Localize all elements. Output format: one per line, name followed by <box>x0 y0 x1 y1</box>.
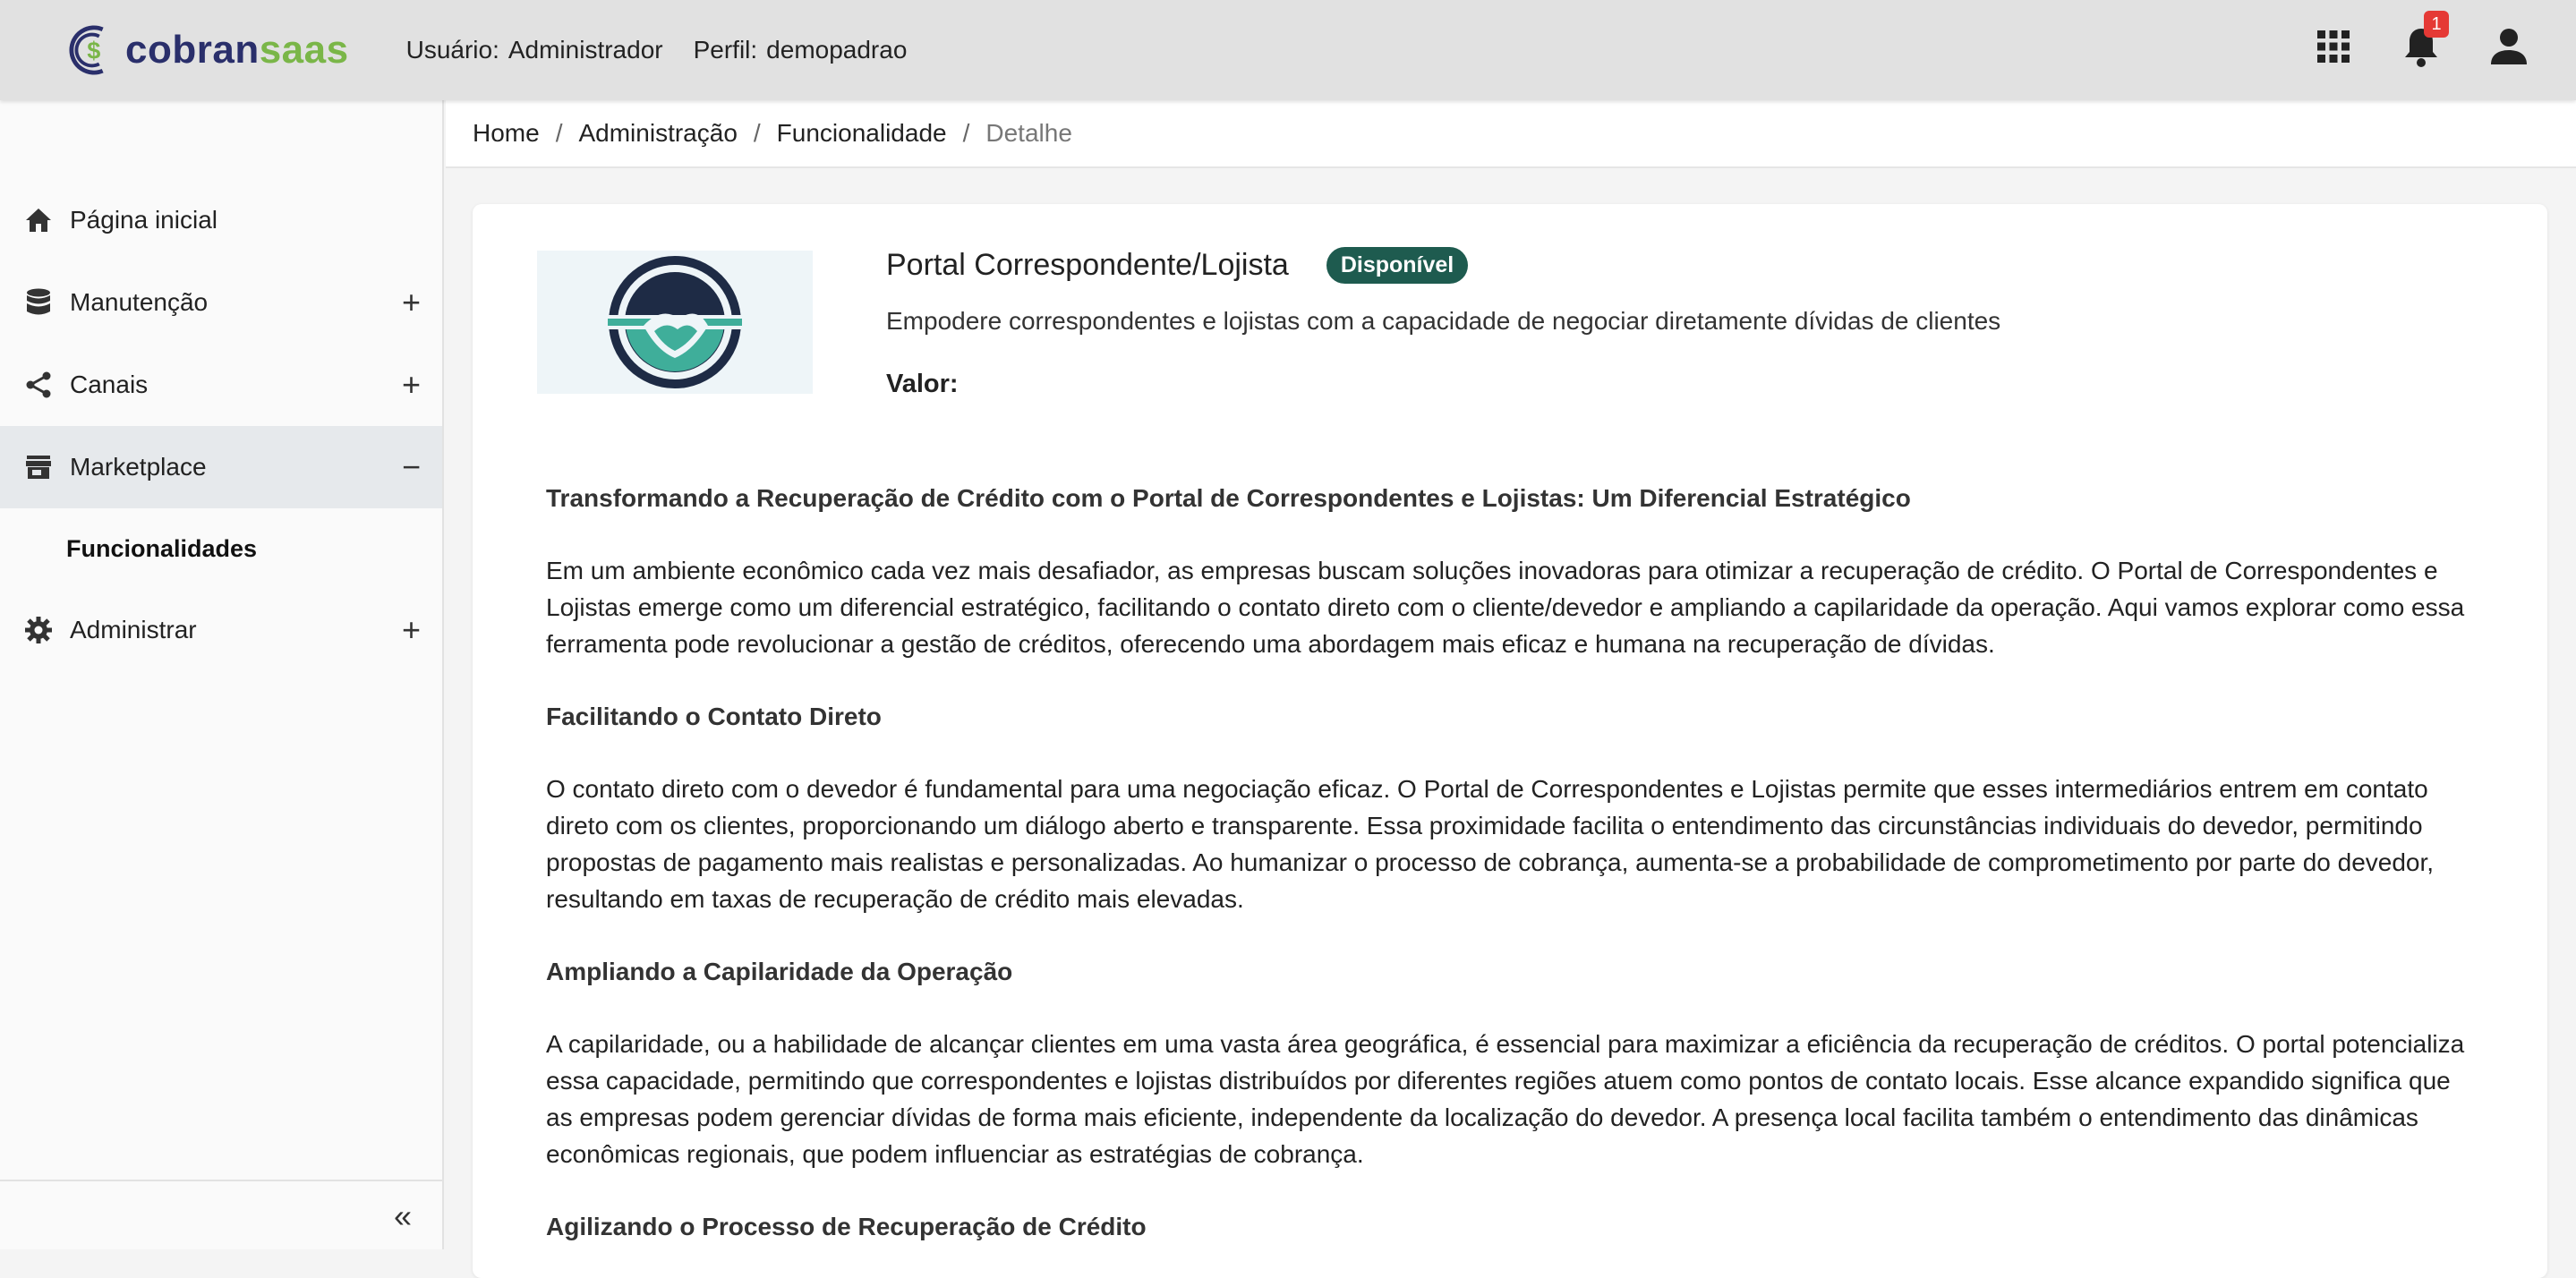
breadcrumb-separator: / <box>962 119 970 147</box>
article-heading: Transformando a Recuperação de Crédito com o Portal de Correspondentes e Lojistas: Um Diferencial Estratégico <box>546 484 1911 512</box>
breadcrumb-separator: / <box>753 119 761 147</box>
article-paragraph: O contato direto com o devedor é fundamental para uma negociação eficaz. O Portal de Correspondentes e Lojistas permite que esses intermediários entrem em contato direto com os clientes, proporcionando um diálogo aberto e transparente. Essa proximidade facilita o entendimento das circunstâncias individuais do devedor, permitindo propostas de pagamento mais realistas e personalizadas. Ao humanizar o processo de cobrança, aumenta-se a probabilidade de comprometimento por parte do devedor, resultando em taxas de recuperação de crédito mais elevadas. <box>546 775 2435 913</box>
profile-label: Perfil: <box>693 36 758 64</box>
sidebar <box>0 100 444 1249</box>
top-bar <box>0 0 2576 100</box>
store-icon <box>23 452 54 482</box>
sidebar-subitem-funcionalidades[interactable]: Funcionalidades <box>66 534 258 562</box>
product-title: Portal Correspondente/Lojista <box>886 248 1289 282</box>
product-image <box>537 251 813 394</box>
user-label: Usuário: <box>405 36 499 64</box>
collapse-icon[interactable]: − <box>401 448 421 485</box>
sidebar-item-canais[interactable] <box>0 344 442 426</box>
sidebar-item-label: Marketplace <box>70 453 207 481</box>
breadcrumb-funcionalidade[interactable]: Funcionalidade <box>776 119 947 147</box>
sidebar-collapse-bar <box>0 1180 442 1249</box>
sidebar-item-manutencao[interactable] <box>0 261 442 344</box>
article-body <box>546 480 2479 1245</box>
brand-part2: saas <box>259 28 349 72</box>
breadcrumb-separator: / <box>555 119 563 147</box>
brand-name <box>125 28 349 72</box>
sidebar-item-administrar[interactable] <box>0 589 442 671</box>
article-heading: Ampliando a Capilaridade da Operação <box>546 958 1013 985</box>
status-badge: Disponível <box>1326 247 1468 284</box>
sidebar-item-label: Administrar <box>70 616 197 643</box>
sidebar-item-marketplace[interactable] <box>0 426 442 508</box>
user-info <box>406 36 908 64</box>
article-heading: Agilizando o Processo de Recuperação de Crédito <box>546 1213 1147 1240</box>
article-heading: Facilitando o Contato Direto <box>546 703 882 730</box>
handshake-logo-icon <box>599 252 751 392</box>
home-icon <box>23 205 54 235</box>
breadcrumb-home[interactable]: Home <box>473 119 540 147</box>
breadcrumb <box>446 100 2576 168</box>
article-paragraph: A capilaridade, ou a habilidade de alcançar clientes em uma vasta área geográfica, é essencial para maximizar a eficiência da recuperação de créditos. O portal potencializa essa capacidade, permitindo que correspondentes e lojistas distribuídos por diferentes regiões atuem como pontos de contato locais. Esse alcance expandido significa que as empresas podem gerenciar dívidas de forma mais eficiente, independente da localização do devedor. A presença local facilita também o entendimento das dinâmicas econômicas regionais, que podem influenciar as estratégias de cobrança. <box>546 1030 2465 1168</box>
expand-icon[interactable]: + <box>401 284 421 320</box>
expand-icon[interactable]: + <box>401 366 421 403</box>
article-paragraph: Em um ambiente econômico cada vez mais desafiador, as empresas buscam soluções inovadoras para otimizar a recuperação de crédito. O Portal de Correspondentes e Lojistas emerge como um diferencial estratégico, facilitando o contato direto com o cliente/devedor e ampliando a capilaridade da operação. Aqui vamos explorar como essa ferramenta pode revolucionar a gestão de créditos, oferecendo uma abordagem mais eficaz e humana na recuperação de dívidas. <box>546 557 2465 658</box>
product-header <box>886 247 2497 399</box>
breadcrumb-current: Detalhe <box>985 119 1072 147</box>
product-description: Empodere correspondentes e lojistas com a capacidade de negociar diretamente dívidas de clientes <box>886 307 2001 335</box>
user-value: Administrador <box>508 36 663 64</box>
user-account-icon[interactable] <box>2486 21 2531 72</box>
expand-icon[interactable]: + <box>401 611 421 648</box>
sidebar-item-label: Manutenção <box>70 288 209 316</box>
apps-grid-icon[interactable] <box>2311 21 2356 72</box>
sidebar-nav <box>0 179 442 671</box>
detail-card <box>473 204 2547 1278</box>
database-icon <box>23 287 54 318</box>
notifications-bell-icon[interactable] <box>2399 13 2444 72</box>
brand-part1: cobran <box>125 28 260 72</box>
collapse-sidebar-icon[interactable]: « <box>393 1197 412 1234</box>
valor-label: Valor: <box>886 370 959 398</box>
breadcrumb-administracao[interactable]: Administração <box>578 119 738 147</box>
brand-logo[interactable] <box>68 22 349 78</box>
notification-count-badge: 1 <box>2424 11 2449 38</box>
sidebar-item-label: Página inicial <box>70 206 218 234</box>
profile-value: demopadrao <box>766 36 908 64</box>
gear-icon <box>23 615 54 645</box>
sidebar-item-home[interactable] <box>0 179 442 261</box>
sidebar-item-label: Canais <box>70 371 149 398</box>
logo-icon <box>68 22 120 78</box>
svg-text:$: $ <box>87 37 101 64</box>
share-icon <box>23 370 54 400</box>
